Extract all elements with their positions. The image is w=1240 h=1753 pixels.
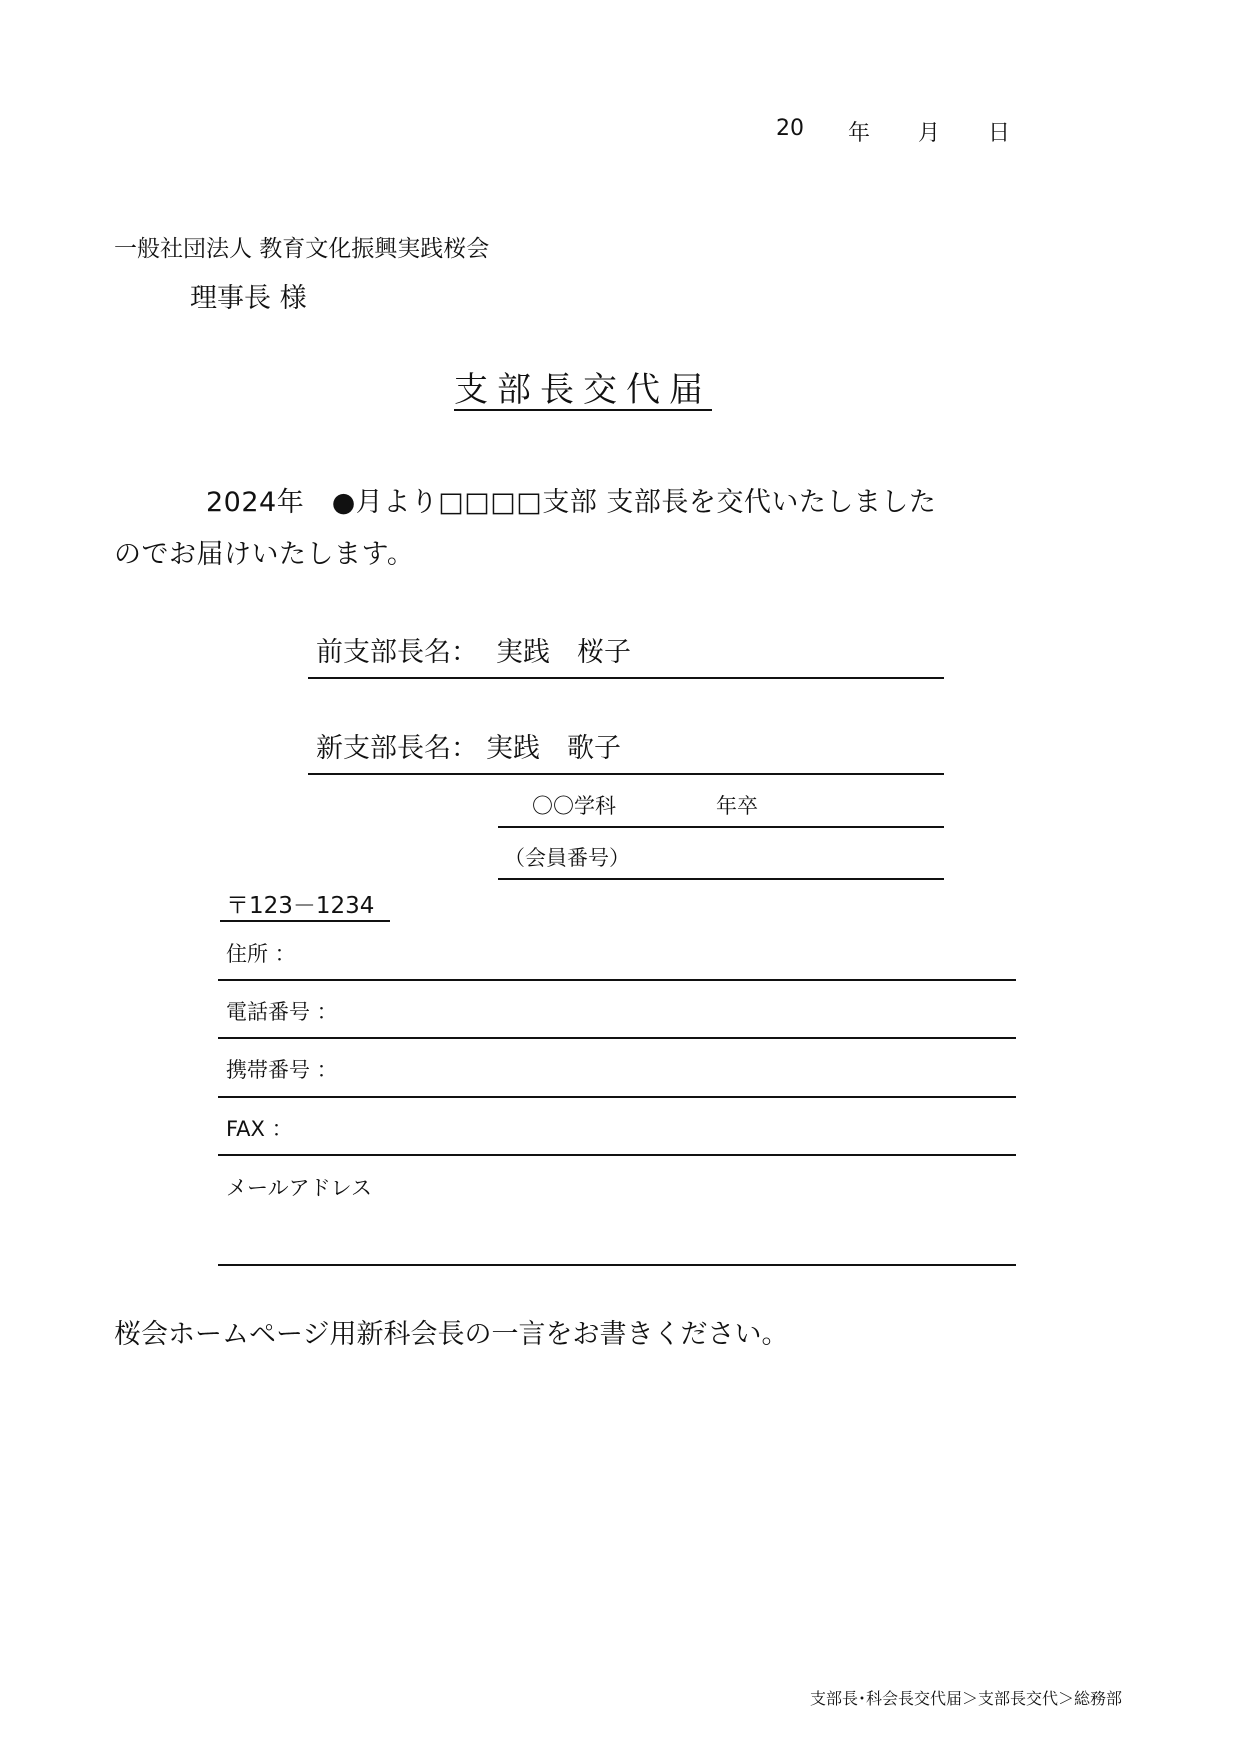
member-number-label: （会員番号） [504, 846, 630, 870]
addressee-organization: 一般社団法人 教育文化振興実践桜会 [114, 236, 490, 262]
date-era-prefix: 20 [776, 116, 804, 141]
new-chief-underline [308, 773, 944, 775]
document-title: 支部長交代届 [454, 370, 712, 410]
member-number-underline [498, 878, 944, 880]
body-line-1: 2024年 ●月より□□□□支部 支部長を交代いたしました [206, 487, 937, 518]
address-underline [218, 979, 1016, 981]
graduation-label: 年卒 [716, 794, 758, 818]
phone-label: 電話番号 ： [226, 1000, 338, 1024]
phone-underline [218, 1037, 1016, 1039]
address-label: 住所 ： [226, 942, 296, 966]
postal-code: 〒123－1234 [226, 893, 375, 919]
fax-label: FAX ： [226, 1117, 293, 1141]
addressee-title: 理事長 様 [190, 283, 307, 314]
mobile-label: 携帯番号 ： [226, 1058, 338, 1082]
date-day-label: 日 [988, 121, 1011, 146]
department-label: 〇〇学科 [532, 794, 616, 818]
previous-chief-name: 実践 桜子 [496, 637, 631, 668]
date-month-label: 月 [918, 121, 941, 146]
postal-code-underline [220, 920, 390, 922]
email-label: メールアドレス [226, 1176, 372, 1200]
previous-chief-label: 前支部長名： [316, 637, 478, 668]
fax-underline [218, 1154, 1016, 1156]
mobile-underline [218, 1096, 1016, 1098]
new-chief-name: 実践 歌子 [486, 733, 621, 764]
email-underline [218, 1264, 1016, 1266]
date-year-label: 年 [848, 121, 871, 146]
homepage-note: 桜会ホームページ用新科会長の一言をお書きください。 [114, 1319, 789, 1350]
department-underline [498, 826, 944, 828]
body-line-2: のでお届けいたします。 [114, 539, 415, 570]
new-chief-label: 新支部長名： [316, 733, 478, 764]
footer-breadcrumb: 支部長･科会長交代届＞支部長交代＞総務部 [810, 1689, 1123, 1708]
previous-chief-underline [308, 677, 944, 679]
